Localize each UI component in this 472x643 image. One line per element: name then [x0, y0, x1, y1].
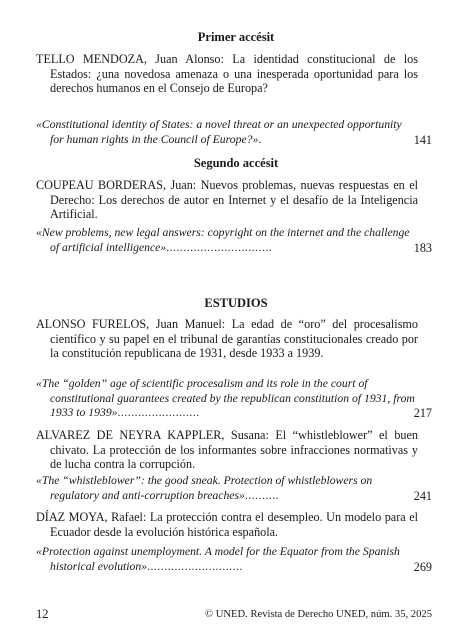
section-heading-segundo: Segundo accésit	[193, 156, 279, 170]
toc-entry-alonso	[36, 317, 418, 361]
entry-translation: «Protection against unemployment. A model for the Equator from the Spanish historical evolution»	[36, 545, 400, 573]
page-number-217: 217	[413, 406, 432, 420]
entry-title: La identidad constitucional de los Estados: ¿una novedosa amenaza o una inesperada oportunidad para los derechos humanos en el Consejo de Europa?	[50, 52, 418, 95]
toc-translation-diaz	[36, 545, 418, 574]
leader-dots: ........................	[117, 406, 200, 419]
entry-title: El “whistleblower” el buen chivato. La protección de los informantes sobre infracciones normativas y de lucha contra la corrupción.	[50, 428, 419, 471]
entry-title: Nuevos problemas, nuevas respuestas en el Derecho: Los derechos de autor en Internet y el desafío de la Inteligencia Artificial.	[50, 178, 418, 221]
entry-translation: «New problems, new legal answers: copyright on the internet and the challenge of artificial intelligence»	[36, 226, 410, 254]
entry-author: ALVAREZ DE NEYRA KAPPLER, Susana:	[36, 428, 269, 442]
page-number-269: 269	[413, 559, 432, 574]
entry-translation: «The “whistleblower”: the good sneak. Protection of whistleblowers on regulatory and anti-corruption breaches»	[36, 474, 373, 502]
toc-entry-diaz	[36, 510, 418, 539]
toc-translation-alvarez	[36, 474, 418, 503]
entry-title: La protección contra el desempleo. Un modelo para el Ecuador desde la evolución histórica española.	[50, 510, 418, 539]
entry-translation: «The “golden” age of scientific procesalism and its role in the court of constitutional guarantees created by the republican constitution of 1931, from 1933 to 1939»	[36, 377, 415, 419]
section-heading-estudios: ESTUDIOS	[204, 296, 268, 310]
entry-author: DÍAZ MOYA, Rafael:	[36, 510, 147, 524]
toc-translation-tello	[36, 118, 418, 147]
leader-dots: ...............................	[166, 240, 273, 254]
page-number-241: 241	[413, 488, 432, 503]
folio-page-number: 12	[36, 607, 49, 621]
toc-entry-tello	[36, 52, 418, 96]
leader-dots: .	[258, 132, 262, 146]
journal-footer: © UNED. Revista de Derecho UNED, núm. 35, 2025	[205, 609, 432, 620]
toc-translation-alonso	[36, 377, 418, 421]
entry-author: ALONSO FURELOS, Juan Manuel:	[36, 317, 226, 331]
page-number-183: 183	[413, 240, 432, 255]
toc-translation-coupeau	[36, 226, 418, 255]
entry-title: La edad de “oro” del procesalismo científico y su papel en el tribunal de garantías constitucionales creado por la constitución republicana de 1931, desde 1933 a 1939.	[50, 317, 419, 360]
toc-entry-alvarez	[36, 428, 418, 472]
entry-translation: «Constitutional identity of States: a novel threat or an unexpected opportunity for human rights in the Council of Europe?»	[36, 118, 402, 146]
section-heading-primer: Primer accésit	[197, 30, 275, 44]
page-number-141: 141	[413, 132, 432, 147]
entry-author: TELLO MENDOZA, Juan Alonso:	[36, 52, 224, 66]
toc-entry-coupeau	[36, 178, 418, 222]
leader-dots: ............................	[147, 559, 243, 573]
leader-dots: ..........	[244, 488, 280, 502]
entry-author: COUPEAU BORDERAS, Juan:	[36, 178, 197, 192]
